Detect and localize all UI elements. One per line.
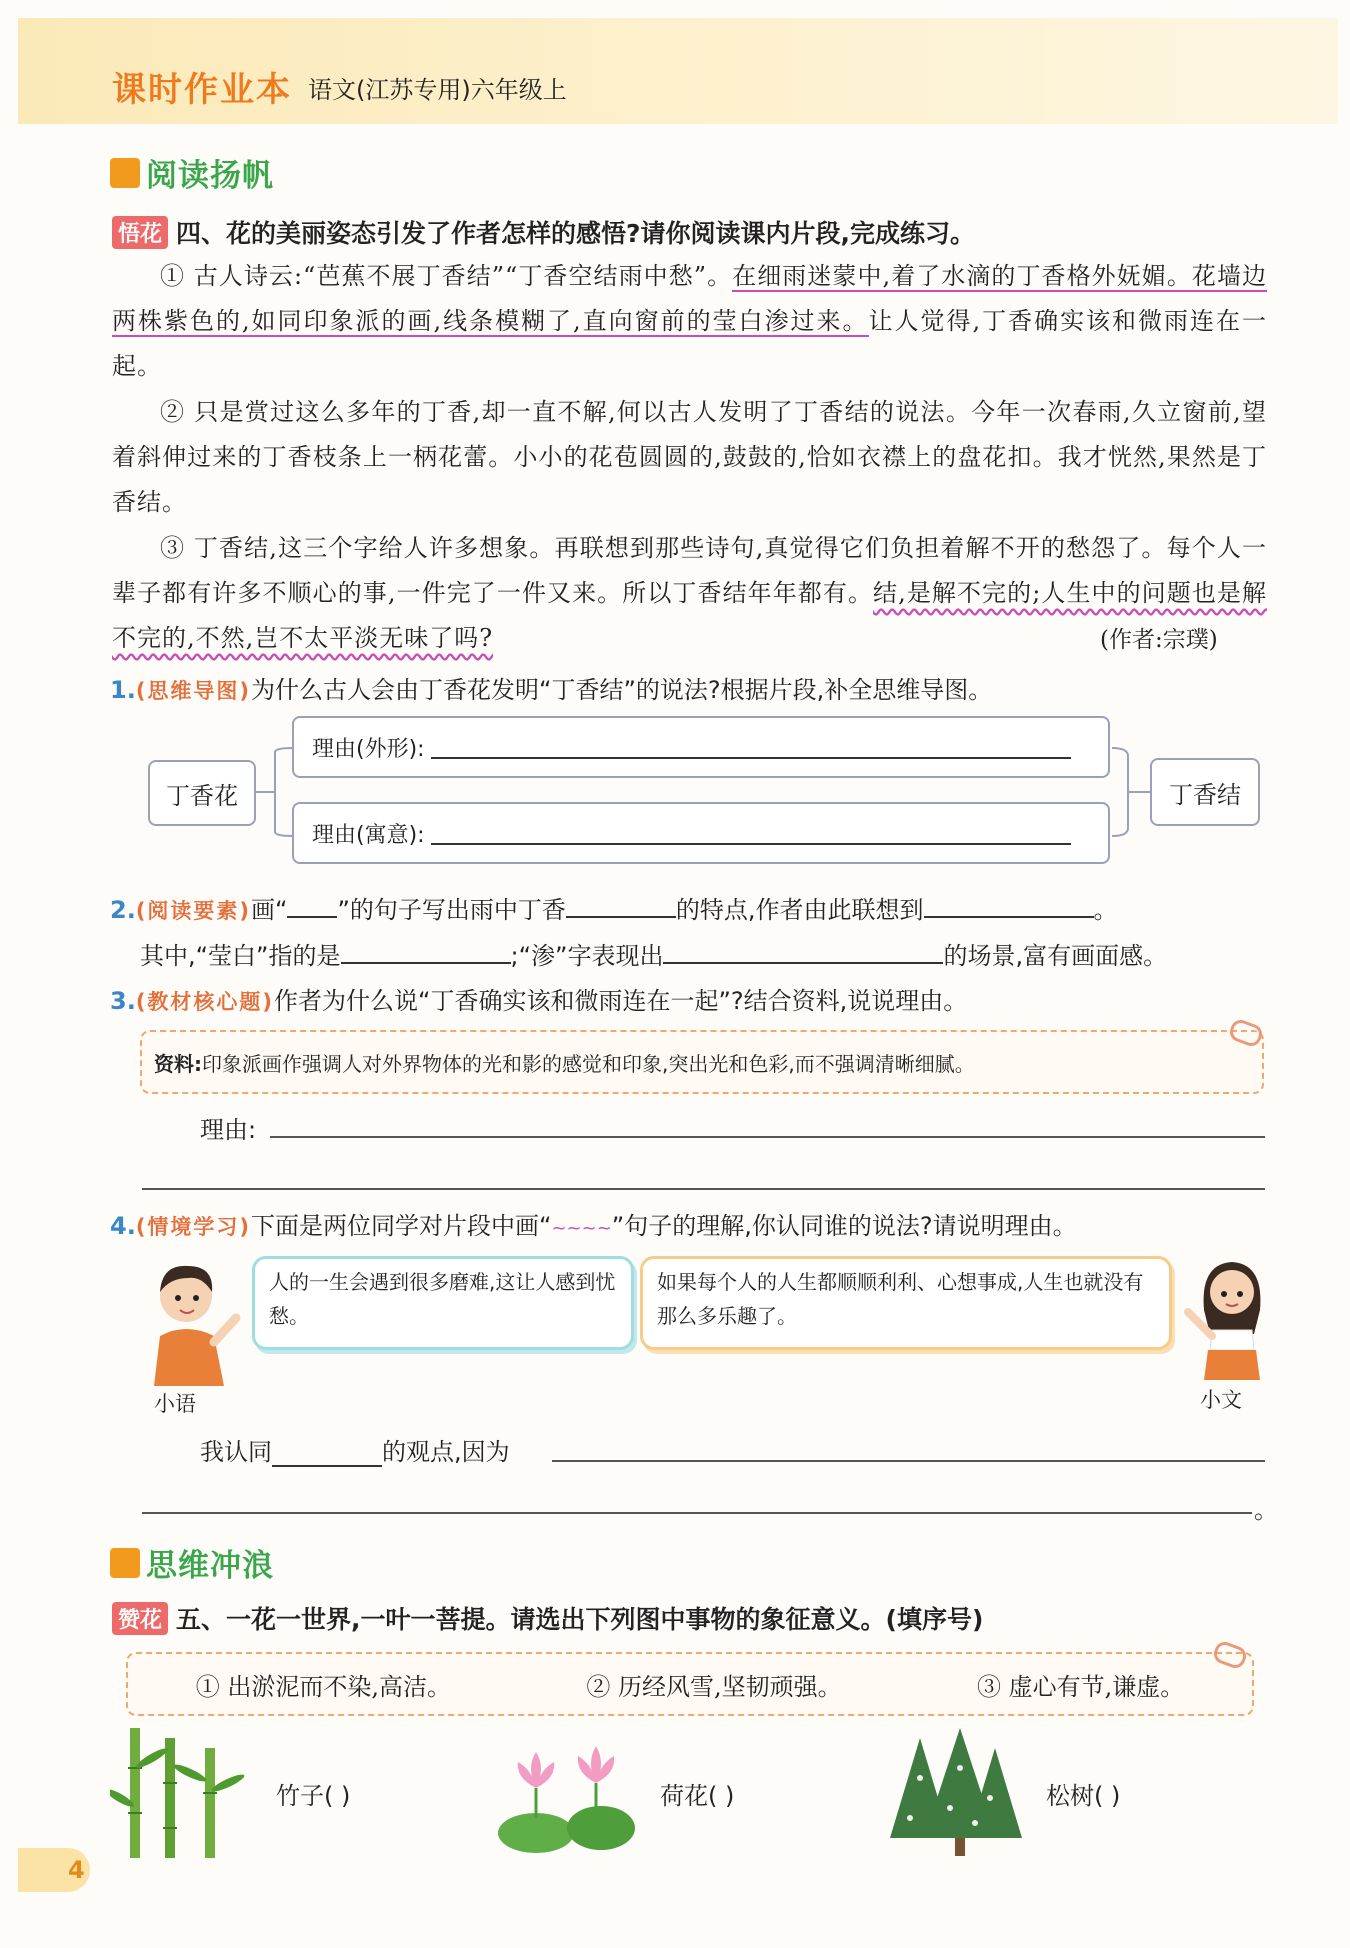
book-brand: 课时作业本	[112, 70, 292, 110]
passage-paragraph-1	[112, 254, 1267, 389]
mind-map-node-lilac-knot: 丁香结	[1150, 758, 1260, 826]
answer-blank[interactable]	[431, 735, 1071, 759]
section-title: 思维冲浪	[146, 1548, 274, 1584]
item-4-answer	[200, 1432, 510, 1467]
mind-map-reason-meaning	[292, 802, 1110, 864]
material-label: 资料:	[154, 1051, 202, 1076]
item-number: 1.	[110, 676, 136, 704]
option-1: ① 出淤泥而不染,高洁。	[195, 1672, 451, 1701]
mind-map-reason-shape	[292, 716, 1110, 778]
answer-blank[interactable]	[287, 894, 337, 918]
item-2-prompt-line2	[140, 936, 1167, 971]
passage-text: ③ 丁香结,这三个字给人许多想象。再联想到那些诗句,真觉得它们负担着解不开的愁怨了。每个人一辈子都有许多不顺心的事,一件完了一件又来。所以丁香结年年都有。	[112, 534, 1267, 607]
page-number: 4	[18, 1848, 90, 1892]
bamboo-illustration	[110, 1728, 250, 1858]
item-text: 为什么古人会由丁香花发明“丁香结”的说法?根据片段,补全思维导图。	[251, 676, 993, 704]
section-title: 阅读扬帆	[146, 158, 274, 194]
passage-author: (作者:宗璞)	[1100, 627, 1218, 653]
underlined-sentence: 在细雨迷蒙中,着了水滴的丁香格外妩媚。花墙边两株紫色的,如同印象派的画,线条模糊了,直向窗前的莹白渗过来。	[112, 262, 1267, 335]
item-2-prompt	[110, 890, 1118, 925]
wavy-underlined-sentence: 结,是解不完的;人生中的问题也是解不完的,不然,岂不太平淡无味了吗?	[112, 579, 1267, 652]
item-text: 我认同	[200, 1438, 272, 1466]
item-tag: (思维导图)	[135, 679, 252, 703]
passage-text: 让人觉得,丁香确实该和微雨连在一起。	[112, 307, 1267, 380]
boy-student-illustration	[140, 1256, 250, 1386]
sentence-end: 。	[1254, 1496, 1278, 1524]
mind-map-node-lilac: 丁香花	[148, 760, 256, 826]
answer-blank[interactable]	[924, 894, 1094, 918]
answer-blank[interactable]	[663, 940, 943, 964]
question-tag: 赞花	[112, 1602, 168, 1635]
passage-paragraph-2: ② 只是赏过这么多年的丁香,却一直不解,何以古人发明了丁香结的说法。今年一次春雨,久立窗前,望着斜伸过来的丁香枝条上一柄花蕾。小小的花苞圆圆的,鼓鼓的,恰如衣襟上的盘花扣。我才恍然,果然是丁香结。	[112, 398, 1267, 516]
item-text: 的场景,富有画面感。	[943, 942, 1168, 970]
plant-label-lotus: 荷花( )	[660, 1782, 735, 1810]
item-text: 下面是两位同学对片段中画“	[251, 1212, 552, 1240]
question-title: 四、花的美丽姿态引发了作者怎样的感悟?请你阅读课内片段,完成练习。	[176, 219, 976, 248]
wave-icon	[110, 1548, 140, 1578]
book-subject: 语文(江苏专用)六年级上	[308, 76, 567, 104]
answer-line[interactable]	[552, 1460, 1265, 1462]
answer-blank[interactable]	[566, 894, 676, 918]
question-four-heading	[112, 214, 975, 250]
item-tag: (阅读要素)	[135, 899, 252, 923]
speech-bubble-right: 如果每个人的人生都顺顺利利、心想事成,人生也就没有那么多乐趣了。	[640, 1256, 1172, 1350]
item-text: 画“	[251, 896, 288, 924]
reason-label: 理由(寓意):	[312, 822, 425, 848]
item-number: 4.	[110, 1212, 136, 1240]
item-number: 2.	[110, 896, 136, 924]
plant-label-pine: 松树( )	[1046, 1782, 1121, 1810]
answer-line[interactable]	[142, 1188, 1265, 1190]
student-name-left: 小语	[154, 1392, 196, 1416]
reason-label: 理由:	[200, 1116, 257, 1144]
item-text: ”句子的理解,你认同谁的说法?请说明理由。	[611, 1212, 1077, 1240]
girl-student-illustration	[1174, 1250, 1284, 1380]
question-tag: 悟花	[112, 216, 168, 249]
answer-blank[interactable]	[341, 940, 511, 964]
item-tag: (教材核心题)	[135, 990, 275, 1014]
question-five-heading	[112, 1600, 983, 1636]
section-thinking	[110, 1540, 274, 1585]
item-number: 3.	[110, 987, 136, 1015]
option-3: ③ 虚心有节,谦虚。	[977, 1672, 1185, 1701]
question-title: 五、一花一世界,一叶一菩提。请选出下列图中事物的象征意义。(填序号)	[176, 1605, 984, 1634]
lotus-illustration	[496, 1728, 636, 1858]
item-text: 其中,“莹白”指的是	[140, 942, 341, 970]
item-3-prompt	[110, 981, 967, 1016]
item-text: 作者为什么说“丁香确实该和微雨连在一起”?结合资料,说说理由。	[274, 987, 968, 1015]
item-tag: (情境学习)	[135, 1215, 252, 1239]
plant-label-bamboo: 竹子( )	[276, 1782, 351, 1810]
material-box	[140, 1030, 1264, 1094]
passage-paragraph-3	[112, 526, 1267, 661]
speech-bubble-left: 人的一生会遇到很多磨难,这让人感到忧愁。	[252, 1256, 634, 1350]
reason-label: 理由(外形):	[312, 736, 425, 762]
item-text: 。	[1093, 896, 1118, 924]
item-text: 的特点,作者由此联想到	[675, 896, 924, 924]
book-icon	[110, 158, 140, 188]
answer-blank[interactable]	[272, 1443, 382, 1467]
material-text: 印象派画作强调人对外界物体的光和影的感觉和印象,突出光和色彩,而不强调清晰细腻。	[202, 1051, 975, 1076]
item-text: 的观点,因为	[382, 1438, 510, 1466]
answer-line[interactable]	[142, 1512, 1252, 1514]
passage-text: ① 古人诗云:“芭蕉不展丁香结”“丁香空结雨中愁”。	[160, 262, 733, 290]
student-name-right: 小文	[1200, 1388, 1242, 1412]
item-text: ”的句子写出雨中丁香	[337, 896, 566, 924]
option-2: ② 历经风雪,坚韧顽强。	[586, 1672, 842, 1701]
pine-tree-illustration	[880, 1728, 1030, 1858]
answer-blank[interactable]	[431, 821, 1071, 845]
options-box	[126, 1652, 1254, 1716]
item-text: ;“渗”字表现出	[510, 942, 664, 970]
item-4-prompt	[110, 1206, 1077, 1241]
answer-line[interactable]	[270, 1136, 1265, 1138]
section-reading	[110, 150, 274, 195]
wavy-line-mark: ~~~~	[551, 1218, 612, 1239]
